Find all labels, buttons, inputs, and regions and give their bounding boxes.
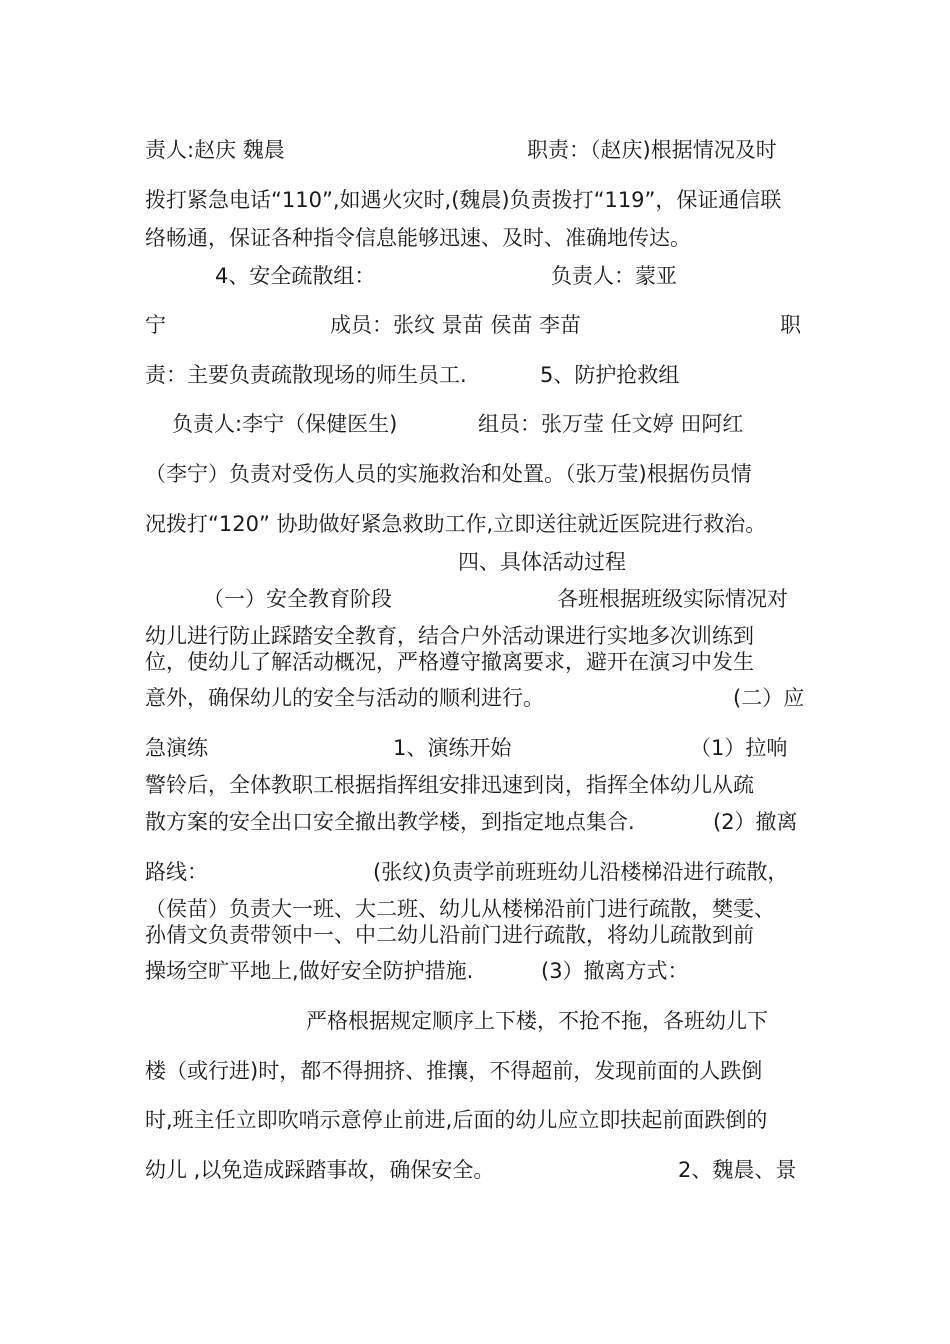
text-line: 拨打紧急电话“110”,如遇火灾时,(魏晨)负责拨打“119”，保证通信联	[145, 188, 782, 212]
text-line: 1、演练开始	[393, 736, 512, 760]
text-line: 位，使幼儿了解活动概况，严格遵守撤离要求，避开在演习中发生	[145, 650, 754, 674]
text-line: 成员：张纹 景苗 侯苗 李苗	[330, 313, 582, 337]
text-line: 操场空旷平地上,做好安全防护措施.	[145, 959, 474, 983]
text-line: （1）拉响	[690, 736, 788, 760]
section-heading: 四、具体活动过程	[458, 550, 626, 574]
text-line: 孙倩文负责带领中一、中二幼儿沿前门进行疏散，将幼儿疏散到前	[145, 923, 754, 947]
text-line: 各班根据班级实际情况对	[557, 587, 788, 611]
text-line: 路线：	[145, 860, 208, 884]
text-line: 负责人：蒙亚	[551, 264, 677, 288]
text-line: 意外，确保幼儿的安全与活动的顺利进行。	[145, 686, 544, 710]
text-line: 幼儿 ,以免造成踩踏事故，确保安全。	[145, 1158, 495, 1182]
text-line: 职	[780, 313, 801, 337]
text-line: 负责人:李宁（保健医生)	[172, 412, 398, 436]
text-line: (2）撤离	[713, 810, 798, 834]
text-line: 5、防护抢救组	[540, 363, 680, 387]
text-line: (张纹)负责学前班班幼儿沿楼梯沿进行疏散，	[373, 860, 789, 884]
text-line: 4、安全疏散组：	[215, 264, 376, 288]
text-line: 警铃后，全体教职工根据指挥组安排迅速到岗，指挥全体幼儿从疏	[145, 773, 754, 797]
text-line: 时,班主任立即吹哨示意停止前进,后面的幼儿应立即扶起前面跌倒的	[145, 1108, 768, 1132]
text-line: 组员：张万莹 任文婷 田阿红	[478, 412, 744, 436]
text-line: 责人:赵庆 魏晨	[145, 138, 285, 162]
text-line: （一）安全教育阶段	[203, 587, 392, 611]
text-line: 宁	[145, 313, 166, 337]
text-line: 况拨打“120” 协助做好紧急救助工作,立即送往就近医院进行救治。	[145, 512, 767, 536]
text-line: 职责：（赵庆)根据情况及时	[527, 138, 777, 162]
text-line: 络畅通，保证各种指令信息能够迅速、及时、准确地传达。	[145, 226, 691, 250]
text-line: （侯苗）负责大一班、大二班、幼儿从楼梯沿前门进行疏散，樊雯、	[145, 897, 775, 921]
text-line: 严格根据规定顺序上下楼，不抢不拖，各班幼儿下	[306, 1009, 768, 1033]
text-line: (3）撤离方式：	[541, 959, 689, 983]
text-line: （李宁）负责对受伤人员的实施救治和处置。（张万莹)根据伤员情	[145, 462, 752, 486]
text-line: 2、魏晨、景	[678, 1158, 797, 1182]
text-line: 散方案的安全出口安全撤出教学楼，到指定地点集合.	[145, 810, 635, 834]
text-line: 幼儿进行防止踩踏安全教育，结合户外活动课进行实地多次训练到	[145, 624, 754, 648]
text-line: 责：主要负责疏散现场的师生员工.	[145, 363, 467, 387]
text-line: 急演练	[145, 736, 208, 760]
text-line: (二）应	[733, 686, 805, 710]
text-line: 楼（或行进)时，都不得拥挤、推攘，不得超前，发现前面的人跌倒	[145, 1059, 763, 1083]
